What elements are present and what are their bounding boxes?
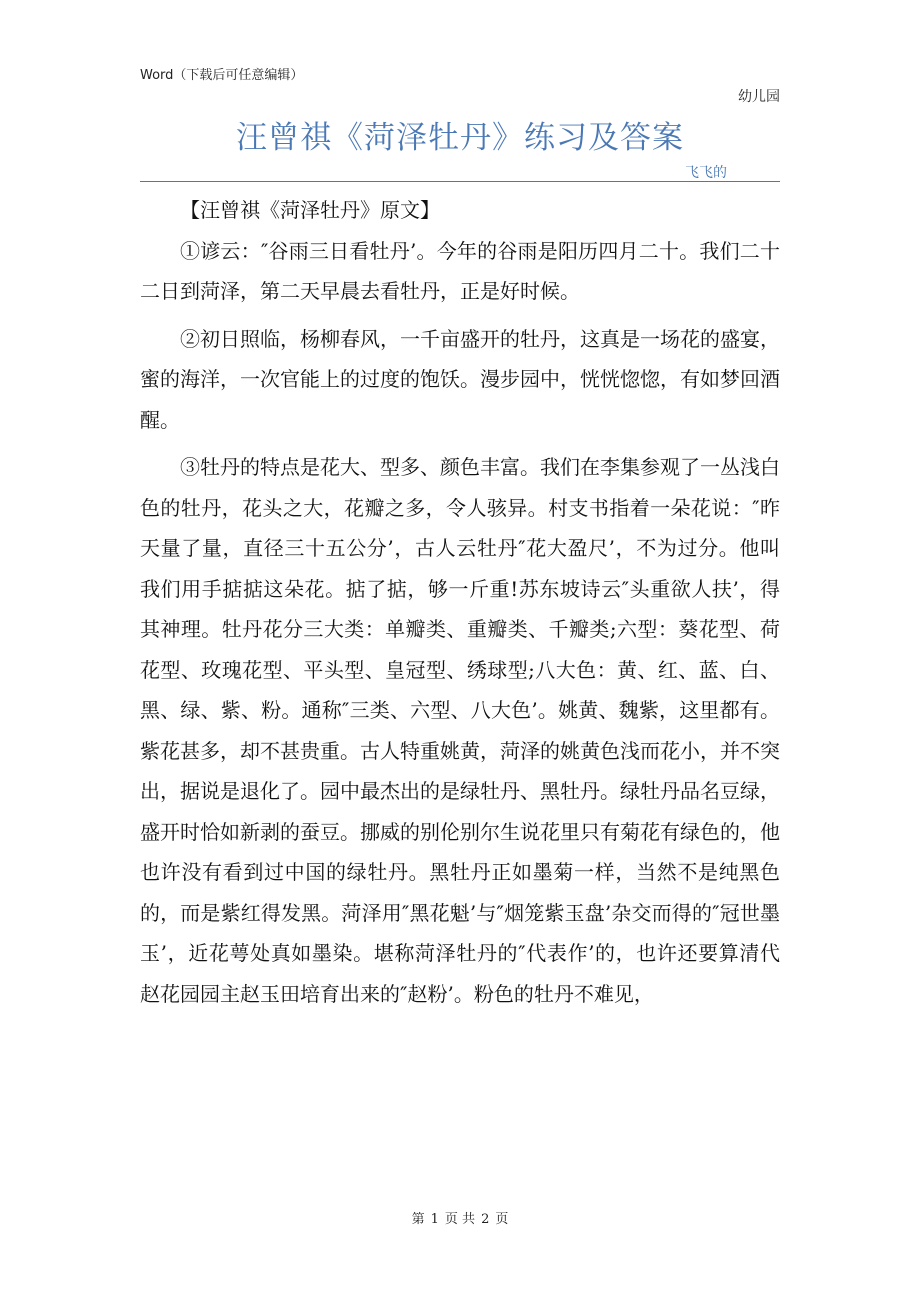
paragraph-1: ①谚云：″谷雨三日看牡丹’。今年的谷雨是阳历四月二十。我们二十二日到菏泽，第二天早晨去看牡丹，正是好时候。 [140,238,780,303]
top-note: Word（下载后可任意编辑） [140,68,304,83]
paragraph-2: ②初日照临，杨柳春风，一千亩盛开的牡丹，这真是一场花的盛宴，蜜的海洋，一次官能上的过度的饱饫。漫步园中，恍恍惚惚，有如梦回酒醒。 [140,326,780,432]
page-label-mid: 页 共 [444,1212,476,1227]
header-category: 幼儿园 [738,89,780,105]
section-heading: 【汪曾祺《菏泽牡丹》原文】 [180,198,440,222]
author-name: 飞飞的 [685,165,727,181]
page-current: 1 [430,1212,439,1227]
page-label-prefix: 第 [411,1212,425,1227]
page-total: 2 [481,1212,490,1227]
document-body [140,190,780,1014]
document-title: 汪曾祺《菏泽牡丹》练习及答案 [236,120,684,156]
page-footer [0,1208,920,1227]
title-divider [140,181,780,182]
page-label-suffix: 页 [495,1212,509,1227]
paragraph-3: ③牡丹的特点是花大、型多、颜色丰富。我们在李集参观了一丛浅白色的牡丹，花头之大，花瓣之多，令人骇异。村支书指着一朵花说：″昨天量了量，直径三十五公分’，古人云牡丹″花大盈尺’，不为过分。他叫我们用手掂掂这朵花。掂了掂，够一斤重!苏东坡诗云″头重欲人扶’，得其神理。牡丹花分三大类：单瓣类、重瓣类、千瓣类;六型：葵花型、荷花型、玫瑰花型、平头型、皇冠型、绣球型;八大色：黄、红、蓝、白、黑、绿、紫、粉。通称″三类、六型、八大色’。姚黄、魏紫，这里都有。紫花甚多，却不甚贵重。古人特重姚黄，菏泽的姚黄色浅而花小，并不突出，据说是退化了。园中最杰出的是绿牡丹、黑牡丹。绿牡丹品名豆绿，盛开时恰如新剥的蚕豆。挪威的别伦别尔生说花里只有菊花有绿色的，他也许没有看到过中国的绿牡丹。黑牡丹正如墨菊一样，当然不是纯黑色的，而是紫红得发黑。菏泽用″黑花魁’与″烟笼紫玉盘’杂交而得的″冠世墨玉’，近花萼处真如墨染。堪称菏泽牡丹的″代表作’的，也许还要算清代赵花园园主赵玉田培育出来的″赵粉’。粉色的牡丹不难见， [140,455,780,1006]
